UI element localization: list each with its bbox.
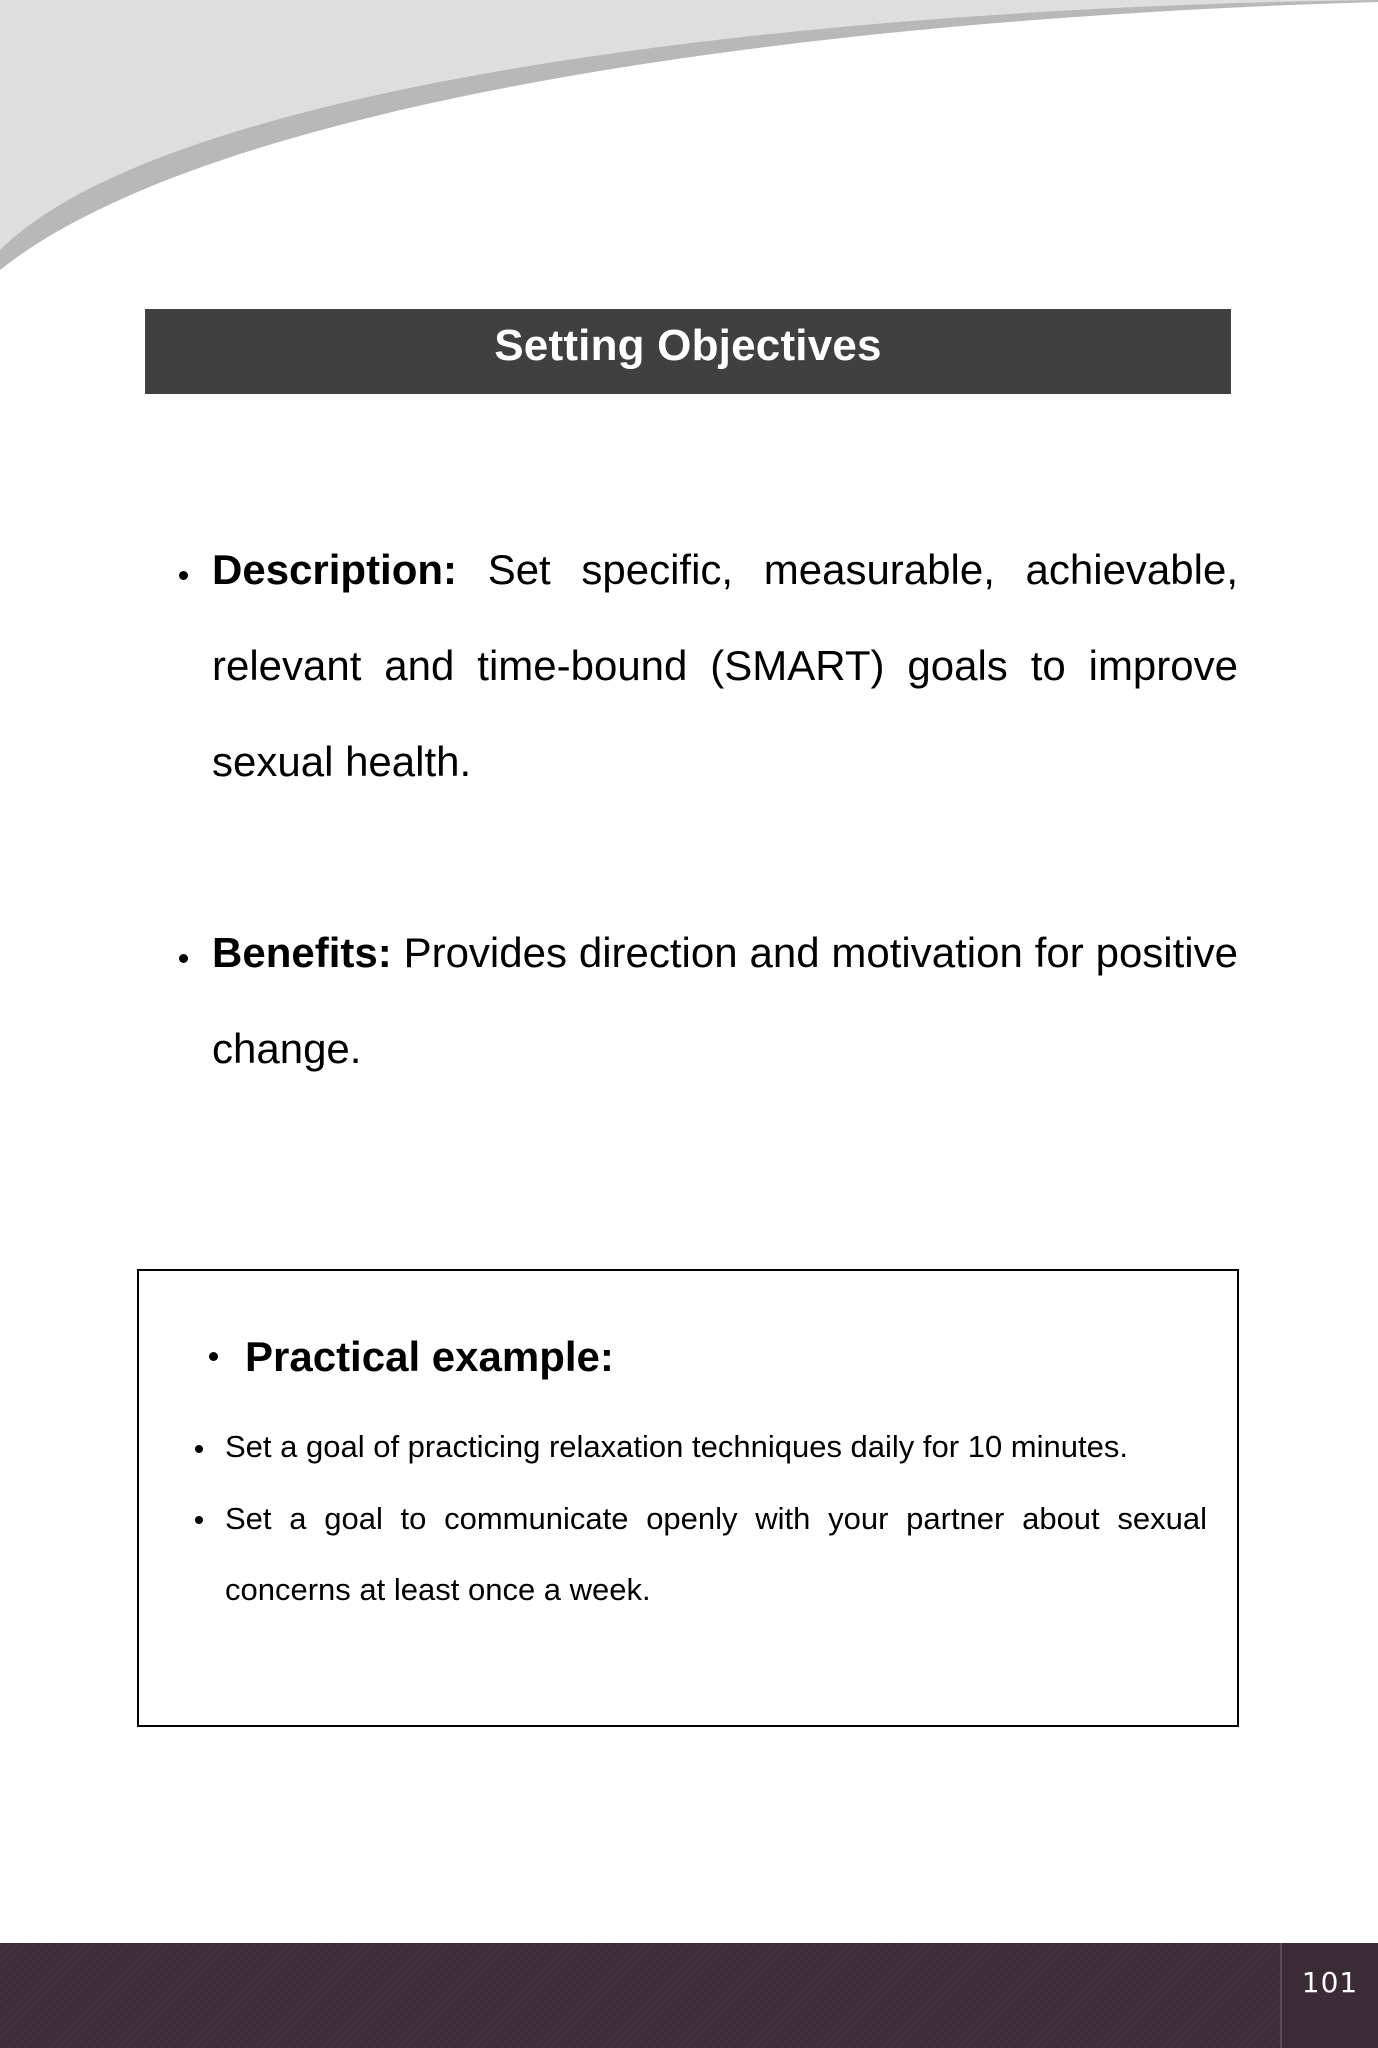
bullet-icon [195, 1445, 203, 1453]
bullet-icon [195, 1516, 203, 1524]
bullet-icon [179, 571, 188, 580]
benefits-text: Provides direction and motivation for positive change. [212, 929, 1238, 1072]
benefits-label: Benefits: [212, 929, 392, 976]
description-label: Description: [212, 546, 458, 593]
example-item-text: Set a goal to communicate openly with your partner about sexual concerns at least once a week. [225, 1501, 1207, 1607]
description-point [212, 522, 1238, 810]
benefits-point [212, 905, 1238, 1097]
description-text: Set specific, measurable, achievable, relevant and time-bound (SMART) goals to improve sexual health. [212, 546, 1238, 785]
bullet-icon [209, 1352, 218, 1361]
example-item [225, 1411, 1207, 1482]
example-item [225, 1483, 1207, 1625]
page-footer [0, 1943, 1378, 2048]
page-number: 101 [1301, 1966, 1359, 1999]
page-number-box [1280, 1943, 1378, 2048]
section-title-bar [145, 309, 1231, 394]
practical-example-heading: Practical example: [245, 1333, 614, 1380]
bullet-icon [179, 954, 188, 963]
example-item-text: Set a goal of practicing relaxation techniques daily for 10 minutes. [225, 1429, 1128, 1464]
header-swoosh-decoration [0, 0, 1378, 300]
section-title: Setting Objectives [494, 320, 882, 370]
